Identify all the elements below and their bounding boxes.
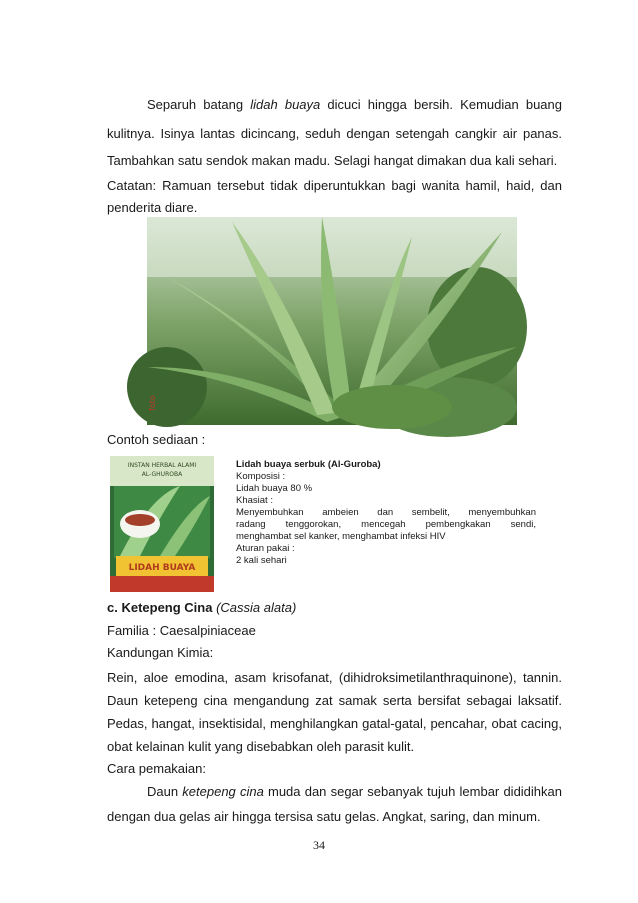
- page-number: 34: [313, 838, 325, 852]
- box-text-top: INSTAN HERBAL ALAMI: [127, 462, 197, 469]
- aturan-label: Aturan pakai :: [236, 543, 295, 554]
- khasiat-line: menghambat sel kanker, menghambat infeksi HIV: [236, 531, 446, 542]
- para1-text: Separuh batang: [147, 97, 251, 112]
- catatan-line2: penderita diare.: [107, 200, 198, 215]
- cara-line1: [107, 780, 562, 803]
- khasiat-label: Khasiat :: [236, 495, 273, 506]
- kandungan-label: Kandungan Kimia:: [107, 645, 214, 660]
- catatan-line1: Catatan: Ramuan tersebut tidak diperuntukkan bagi wanita hamil, haid, dan: [107, 178, 562, 193]
- komposisi-value: Lidah buaya 80 %: [236, 483, 313, 494]
- para1-line2: kulitnya. Isinya lantas dicincang, seduh dengan setengah cangkir air panas.: [107, 126, 562, 141]
- box-text-brand: AL-GHUROBA: [141, 471, 183, 478]
- product-title: Lidah buaya serbuk (Al-Guroba): [236, 459, 381, 470]
- kandungan-line2: Daun ketepeng cina mengandung zat samak serta bersifat sebagai laksatif.: [107, 693, 562, 708]
- khasiat-line: Menyembuhkan ambeien dan sembelit, menyembuhkan: [236, 507, 536, 518]
- kandungan-line1: Rein, aloe emodina, asam krisofanat, (dihidroksimetilanthraquinone), tannin.: [107, 670, 562, 685]
- section-c-heading: [107, 598, 297, 618]
- cara-text: muda dan segar sebanyak tujuh lembar dididihkan: [263, 784, 562, 799]
- para1-line3: Tambahkan satu sendok makan madu. Selagi hangat dimakan dua kali sehari.: [107, 153, 558, 168]
- lidah-buaya-term: lidah buaya: [250, 97, 321, 112]
- ketepeng-cina-term: ketepeng cina: [182, 784, 264, 799]
- section-c-title: c. Ketepeng Cina: [107, 600, 217, 615]
- familia: Familia : Caesalpiniaceae: [107, 623, 256, 638]
- box-text-name: LIDAH BUAYA: [128, 563, 196, 573]
- kandungan-line4: obat kelainan kulit yang disebabkan oleh parasit kulit.: [107, 739, 415, 754]
- aloe-vera-photo: [147, 217, 517, 425]
- aturan-value: 2 kali sehari: [236, 555, 287, 566]
- contoh-sediaan-label: Contoh sediaan :: [107, 432, 206, 447]
- section-c-latin-name: (Cassia alata): [216, 600, 297, 615]
- komposisi-label: Komposisi :: [236, 471, 286, 482]
- product-description: [236, 459, 536, 567]
- para1-line1: [107, 93, 562, 116]
- svg-text:foto: foto: [148, 395, 157, 411]
- cara-text: Daun: [147, 784, 183, 799]
- cara-pemakaian-label: Cara pemakaian:: [107, 761, 206, 776]
- cara-line2: dengan dua gelas air hingga tersisa satu gelas. Angkat, saring, dan minum.: [107, 809, 541, 824]
- khasiat-line: radang tenggorokan, mencegah pembengkakan sendi,: [236, 519, 536, 530]
- product-box-image: [110, 456, 214, 592]
- para1-text: dicuci hingga bersih. Kemudian buang: [320, 97, 563, 112]
- kandungan-line3: Pedas, hangat, insektisidal, menghilangkan gatal-gatal, pencahar, obat cacing,: [107, 716, 562, 731]
